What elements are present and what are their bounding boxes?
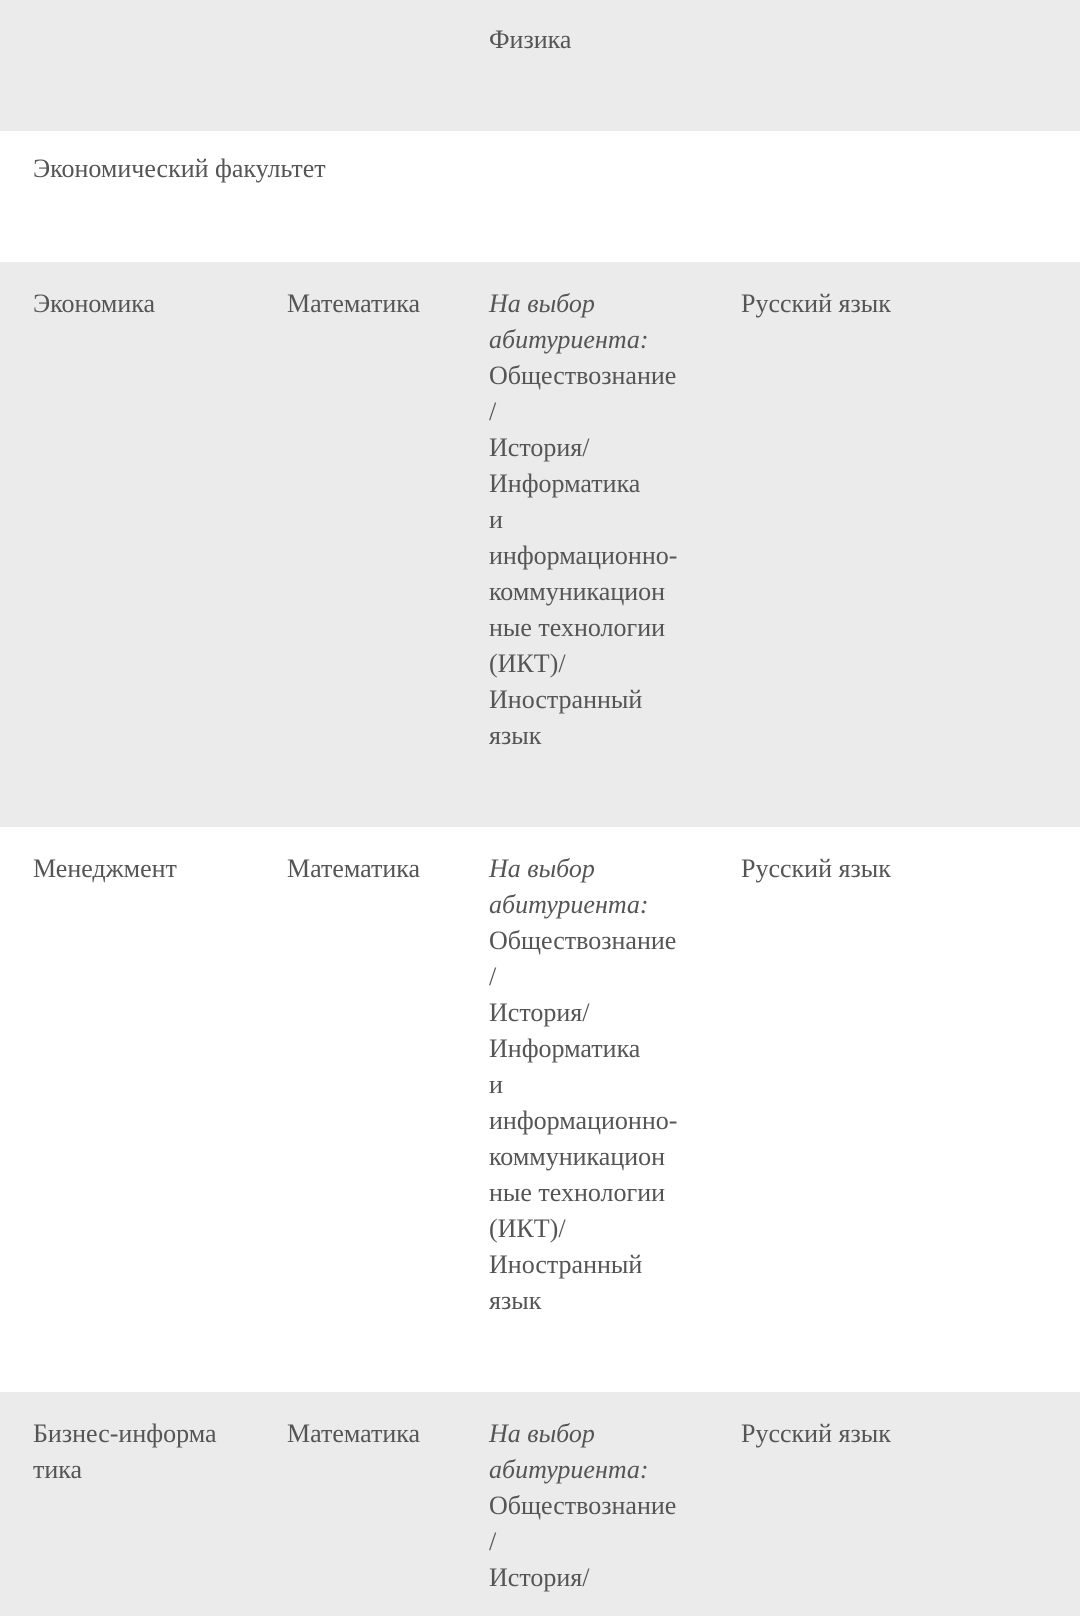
- subject1-cell: [287, 286, 467, 322]
- faculty-row: [0, 131, 1080, 262]
- choice-option: (ИКТ)/: [489, 1214, 566, 1243]
- choice-cell: [489, 851, 704, 1319]
- subject1-text: Математика: [287, 1419, 421, 1448]
- choice-label: абитуриента:: [489, 1455, 649, 1484]
- subject3-cell: [741, 1416, 1041, 1452]
- program-cell: [33, 286, 243, 322]
- program-cell: [33, 1416, 243, 1488]
- choice-option: (ИКТ)/: [489, 649, 566, 678]
- program-name: Менеджмент: [33, 854, 177, 883]
- choice-option: ные технологии: [489, 613, 666, 642]
- subject3-text: Русский язык: [741, 1419, 891, 1448]
- choice-option: язык: [489, 721, 542, 750]
- choice-option: ные технологии: [489, 1178, 666, 1207]
- choice-option: История/: [489, 433, 590, 462]
- program-name: Экономика: [33, 289, 156, 318]
- subject-cell: [489, 22, 704, 58]
- subject3-text: Русский язык: [741, 289, 891, 318]
- choice-option: Обществознание: [489, 926, 677, 955]
- choice-option: и: [489, 1070, 503, 1099]
- choice-option: и: [489, 505, 503, 534]
- choice-option: информационно-: [489, 1106, 678, 1135]
- choice-option: Обществознание: [489, 361, 677, 390]
- subject3-cell: [741, 286, 1041, 322]
- subject1-cell: [287, 1416, 467, 1452]
- choice-label: На выбор: [489, 854, 595, 883]
- choice-cell: [489, 1416, 704, 1596]
- choice-option: /: [489, 397, 497, 426]
- choice-option: Иностранный: [489, 685, 643, 714]
- subject1-cell: [287, 851, 467, 887]
- choice-option: История/: [489, 1563, 590, 1592]
- choice-cell: [489, 286, 704, 754]
- choice-label: На выбор: [489, 1419, 595, 1448]
- choice-option: Обществознание: [489, 1491, 677, 1520]
- choice-label: На выбор: [489, 289, 595, 318]
- choice-option: /: [489, 1527, 497, 1556]
- program-name: тика: [33, 1455, 83, 1484]
- choice-option: коммуникацион: [489, 577, 666, 606]
- choice-option: Информатика: [489, 469, 641, 498]
- choice-option: Иностранный: [489, 1250, 643, 1279]
- choice-option: История/: [489, 998, 590, 1027]
- subject1-text: Математика: [287, 289, 421, 318]
- choice-option: информационно-: [489, 541, 678, 570]
- table-row: [0, 262, 1080, 827]
- choice-label: абитуриента:: [489, 325, 649, 354]
- program-name: Бизнес-информа: [33, 1419, 217, 1448]
- choice-label: абитуриента:: [489, 890, 649, 919]
- choice-option: /: [489, 962, 497, 991]
- subject3-cell: [741, 851, 1041, 887]
- table-row-physics: [0, 0, 1080, 131]
- program-cell: [33, 851, 243, 887]
- subject1-text: Математика: [287, 854, 421, 883]
- choice-option: Информатика: [489, 1034, 641, 1063]
- table-row: [0, 1392, 1080, 1616]
- choice-option: коммуникацион: [489, 1142, 666, 1171]
- table-row: [0, 827, 1080, 1392]
- subject3-text: Русский язык: [741, 854, 891, 883]
- choice-option: язык: [489, 1286, 542, 1315]
- faculty-title: Экономический факультет: [33, 154, 326, 183]
- subject-text: Физика: [489, 25, 572, 54]
